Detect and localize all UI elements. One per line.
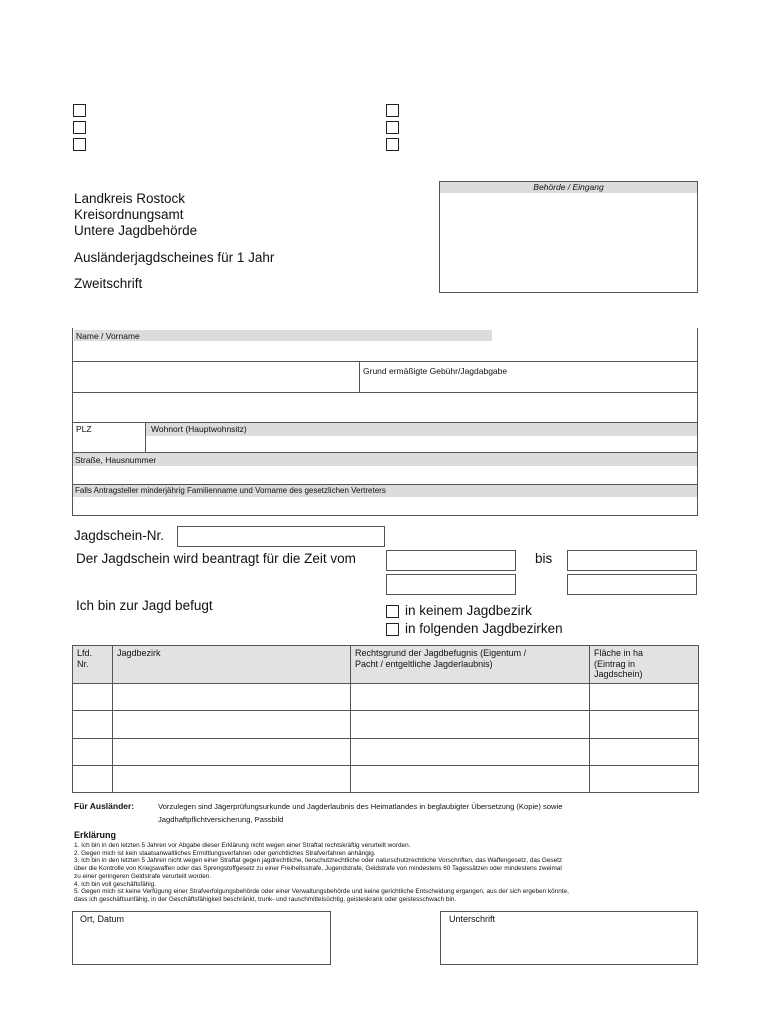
reduced-fee-label: Grund ermäßigte Gebühr/Jagdabgabe	[363, 366, 508, 376]
top-checkbox-left-1[interactable]	[73, 104, 86, 117]
office-receipt-box	[439, 181, 698, 293]
declaration-line: 4. Ich bin voll geschäftsfähig.	[74, 880, 157, 888]
declaration-line: 2. Gegen mich ist kein staatsanwaltliches Ermittlungsverfahren oder gerichtliches Strafverfahren anhängig.	[74, 849, 376, 857]
period-label: Der Jagdschein wird beantragt für die Zeit vom	[76, 551, 356, 566]
declaration-line: über die Kontrolle von Kriegswaffen oder das Sprengstoffgesetz zu einer Freiheitsstrafe, Jugendstrafe, Geldstrafe von mindestens 60 Tagessätzen oder mindestens zweimal	[74, 865, 562, 873]
col-header-area: Fläche in ha (Eintrag in Jagdschein)	[594, 648, 644, 679]
following-districts-checkbox[interactable]	[386, 623, 399, 636]
period-from-field-2[interactable]	[386, 574, 516, 595]
minor-representative-label: Falls Antragsteller minderjährig Familienname und Vorname des gesetzlichen Vertreters	[75, 486, 386, 495]
period-until-label: bis	[535, 551, 553, 566]
license-number-label: Jagdschein-Nr.	[74, 528, 165, 543]
top-checkbox-left-2[interactable]	[73, 121, 86, 134]
no-district-label: in keinem Jagdbezirk	[405, 603, 532, 618]
declaration-text	[74, 842, 699, 904]
signature-field[interactable]	[440, 911, 698, 965]
no-district-checkbox[interactable]	[386, 605, 399, 618]
declaration-line: 1. Ich bin in den letzten 5 Jahren vor Abgabe dieser Erklärung nicht wegen einer Straftat rechtskräftig verurteilt worden.	[74, 842, 411, 849]
plz-label: PLZ	[76, 424, 92, 434]
residence-label: Wohnort (Hauptwohnsitz)	[151, 424, 247, 434]
col-header-legal-basis: Rechtsgrund der Jagdbefugnis (Eigentum / Pacht / entgeltliche Jagderlaubnis)	[355, 648, 527, 669]
top-checkbox-right-2[interactable]	[386, 121, 399, 134]
authority-department: Untere Jagdbehörde	[74, 223, 198, 238]
following-districts-label: in folgenden Jagdbezirken	[405, 621, 563, 636]
period-until-field-1[interactable]	[567, 550, 697, 571]
foreigners-label: Für Ausländer:	[74, 801, 135, 811]
authority-district: Landkreis Rostock	[74, 191, 186, 206]
foreigners-line-1: Vorzulegen sind Jägerprüfungsurkunde und Jagderlaubnis des Heimatlandes in beglaubigter Übersetzung (Kopie) sowie	[158, 802, 563, 811]
col-header-number: Lfd. Nr.	[77, 648, 93, 669]
period-until-field-2[interactable]	[567, 574, 697, 595]
street-label: Straße, Hausnummer	[75, 455, 157, 465]
declaration-line: dass ich geschäftsunfähig, in der Geschäftsfähigkeit beschränkt, trunk- und rauschmittelsüchtig, geisteskrank oder geistesschwach bin.	[74, 895, 457, 903]
foreigners-line-2: Jagdhaftpflichtversicherung, Passbild	[158, 815, 284, 824]
top-checkbox-right-3[interactable]	[386, 138, 399, 151]
license-number-field[interactable]	[177, 526, 385, 547]
form-title: Ausländerjagdscheines für 1 Jahr	[74, 250, 275, 265]
hunting-entitled-label: Ich bin zur Jagd befugt	[76, 598, 213, 613]
declaration-line: zu einer geringeren Geldstrafe verurteilt worden.	[74, 872, 212, 880]
authority-block	[74, 191, 197, 239]
office-receipt-label: Behörde / Eingang	[440, 182, 697, 193]
declaration-title: Erklärung	[74, 830, 117, 840]
signature-label: Unterschrift	[449, 914, 496, 924]
place-date-field[interactable]	[72, 911, 331, 965]
col-header-district: Jagdbezirk	[117, 648, 161, 658]
declaration-line: 5. Gegen mich ist keine Verfügung einer Strafverfolgungsbehörde oder einer Verwaltungsbehörde und keine gerichtliche Entscheidung ergangen, aus der sich ergeben könnte,	[74, 888, 569, 896]
top-checkbox-left-3[interactable]	[73, 138, 86, 151]
period-from-field-1[interactable]	[386, 550, 516, 571]
declaration-line: 3. Ich bin in den letzten 5 Jahren nicht wegen einer Straftat gegen jagdrechtliche, tierschutzrechtliche oder naturschutzrechtliche Vorschriften, das Waffengesetz, das Gesetz	[74, 857, 563, 865]
place-date-label: Ort, Datum	[80, 914, 125, 924]
top-checkbox-right-1[interactable]	[386, 104, 399, 117]
form-subtitle: Zweitschrift	[74, 276, 143, 291]
name-label: Name / Vorname	[76, 331, 140, 341]
authority-office: Kreisordnungsamt	[74, 207, 184, 222]
